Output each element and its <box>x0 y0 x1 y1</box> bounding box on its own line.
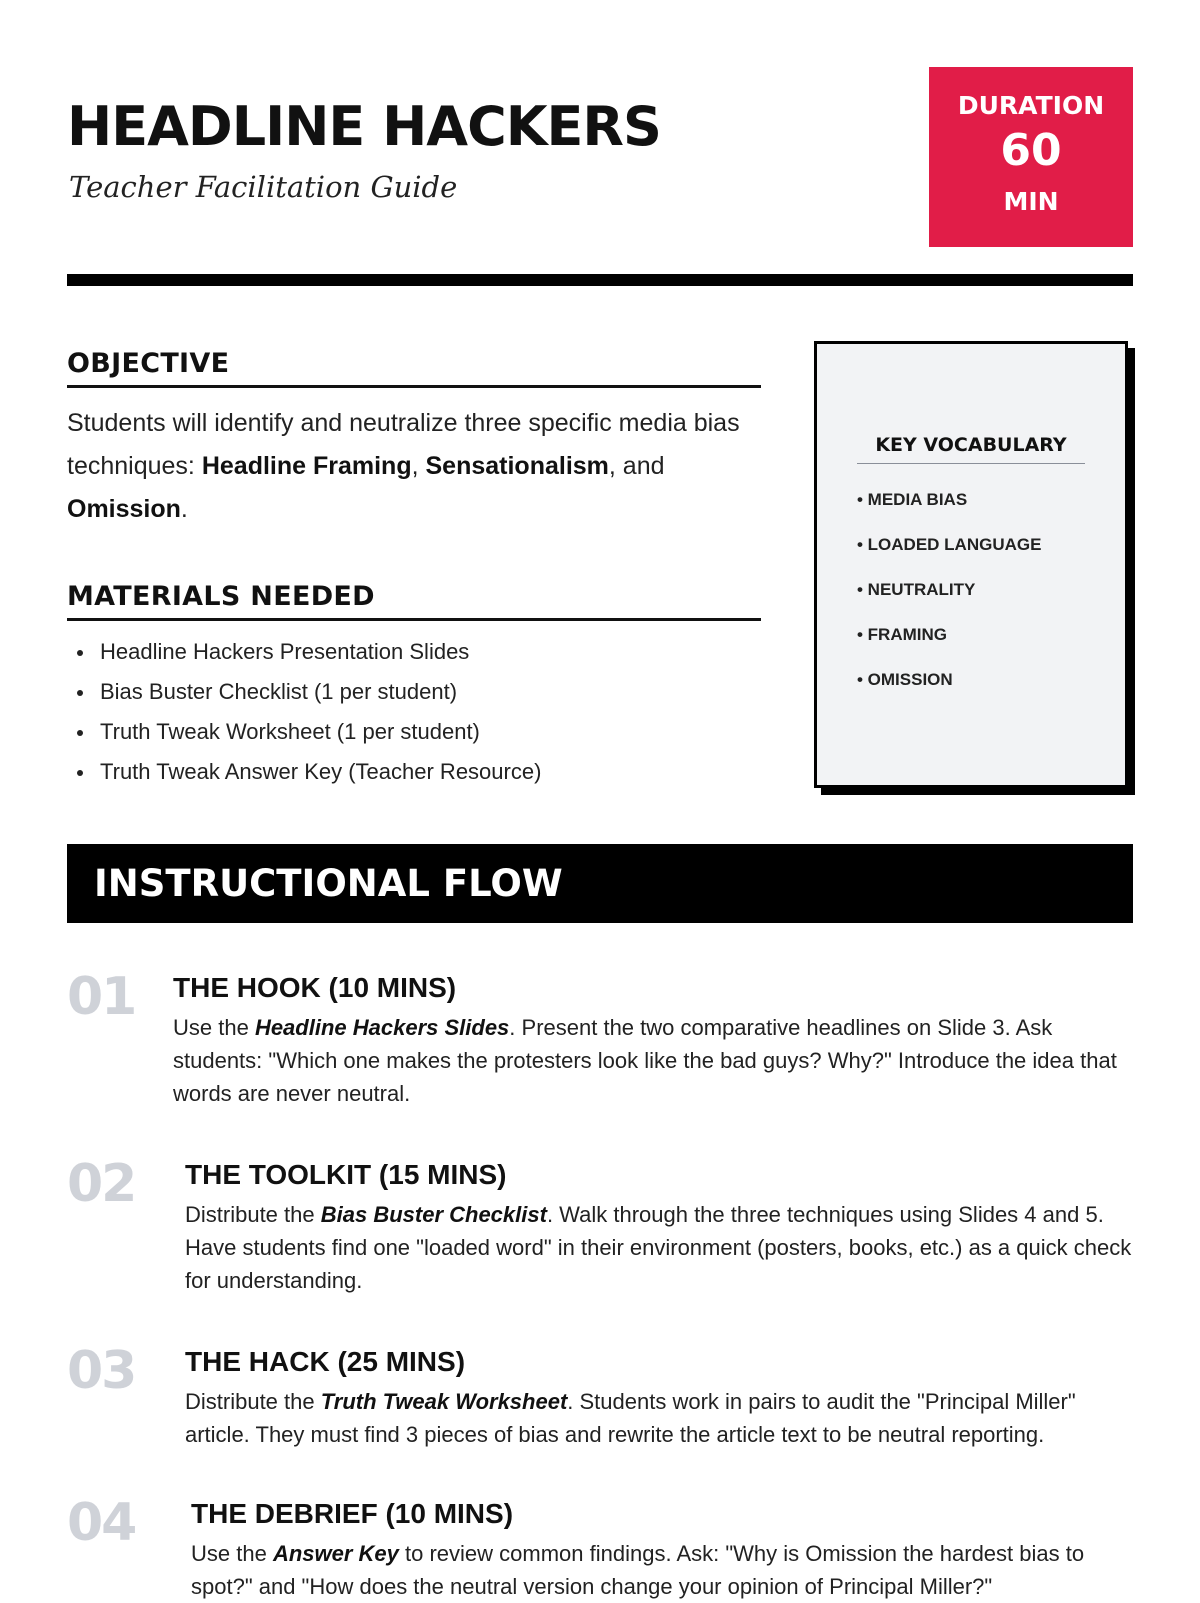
step-resource: Truth Tweak Worksheet <box>320 1389 568 1414</box>
duration-label: DURATION <box>957 91 1105 120</box>
vocabulary-card <box>814 341 1128 788</box>
materials-item: Truth Tweak Worksheet (1 per student) <box>100 712 794 752</box>
duration-badge <box>929 67 1133 247</box>
vocabulary-item: • OMISSION <box>857 670 953 689</box>
step-description <box>173 1011 1133 1110</box>
vocabulary-item: • FRAMING <box>857 625 947 644</box>
step-number: 03 <box>67 1341 136 1401</box>
duration-unit: MIN <box>1003 187 1059 216</box>
materials-item: Bias Buster Checklist (1 per student) <box>100 672 794 712</box>
header-divider <box>67 274 1133 286</box>
step-content <box>185 1345 1133 1451</box>
objective-intro: Students will identify and neutralize three specific media bias techniques: <box>67 409 740 480</box>
step-description <box>185 1385 1133 1451</box>
step-resource: Answer Key <box>272 1541 399 1566</box>
objective-term-omission: Omission <box>67 495 181 523</box>
step-title: THE HOOK (10 MINS) <box>173 972 457 1003</box>
materials-heading: MATERIALS NEEDED <box>67 583 761 621</box>
objective-term-sensationalism: Sensationalism <box>425 452 609 480</box>
step-desc-body: to review common findings. Ask: "Why is Omission the hardest bias to spot?" and "How does the neutral version change your opinion of Principal Miller?" <box>191 1541 1085 1599</box>
vocabulary-item: • NEUTRALITY <box>857 580 976 599</box>
step-resource: Headline Hackers Slides <box>254 1015 510 1040</box>
objective-end: . <box>180 495 188 523</box>
step-desc-body: . Students work in pairs to audit the "Principal Miller" article. They must find 3 pieces of bias and rewrite the article text to be neutral reporting. <box>185 1389 1076 1447</box>
step-content <box>191 1497 1133 1603</box>
step-title: THE TOOLKIT (15 MINS) <box>185 1159 507 1190</box>
step-content <box>185 1158 1133 1297</box>
step-desc-lead: Distribute the <box>185 1202 321 1227</box>
objective-separator: , and <box>608 452 665 480</box>
instructional-flow-heading: INSTRUCTIONAL FLOW <box>94 862 563 905</box>
materials-item: Headline Hackers Presentation Slides <box>100 632 794 672</box>
instructional-flow-banner <box>67 844 1133 923</box>
step-resource: Bias Buster Checklist <box>320 1202 547 1227</box>
step-desc-lead: Use the <box>191 1541 273 1566</box>
objective-separator: , <box>411 452 426 480</box>
vocabulary-list <box>857 490 1041 715</box>
vocabulary-item: • LOADED LANGUAGE <box>857 535 1042 554</box>
guide-header <box>67 0 1133 290</box>
objective-heading: OBJECTIVE <box>67 350 761 388</box>
step-title: THE HACK (25 MINS) <box>185 1346 466 1377</box>
step-content <box>173 971 1133 1110</box>
step-desc-body: . Walk through the three techniques using Slides 4 and 5. Have students find one "loaded word" in their environment (posters, books, etc.) as a quick check for understanding. <box>185 1202 1132 1293</box>
objective-text <box>67 402 761 531</box>
step-desc-body: . Present the two comparative headlines on Slide 3. Ask students: "Which one makes the protesters look like the bad guys? Why?" Introduce the idea that words are never neutral. <box>173 1015 1117 1106</box>
materials-item: Truth Tweak Answer Key (Teacher Resource) <box>100 752 794 792</box>
step-number: 04 <box>67 1493 136 1553</box>
step-desc-lead: Distribute the <box>185 1389 321 1414</box>
guide-title: HEADLINE HACKERS <box>67 95 661 158</box>
vocabulary-item: • MEDIA BIAS <box>857 490 968 509</box>
step-desc-lead: Use the <box>173 1015 255 1040</box>
duration-value: 60 <box>1000 125 1062 176</box>
step-number: 01 <box>67 967 136 1027</box>
materials-list <box>67 632 794 792</box>
vocabulary-title: KEY VOCABULARY <box>857 436 1085 464</box>
step-title: THE DEBRIEF (10 MINS) <box>191 1498 514 1529</box>
guide-subtitle: Teacher Facilitation Guide <box>69 170 458 204</box>
lesson-guide-page <box>67 0 1133 1600</box>
step-number: 02 <box>67 1154 136 1214</box>
objective-term-framing: Headline Framing <box>201 452 412 480</box>
step-description <box>191 1537 1133 1603</box>
step-description <box>185 1198 1133 1297</box>
